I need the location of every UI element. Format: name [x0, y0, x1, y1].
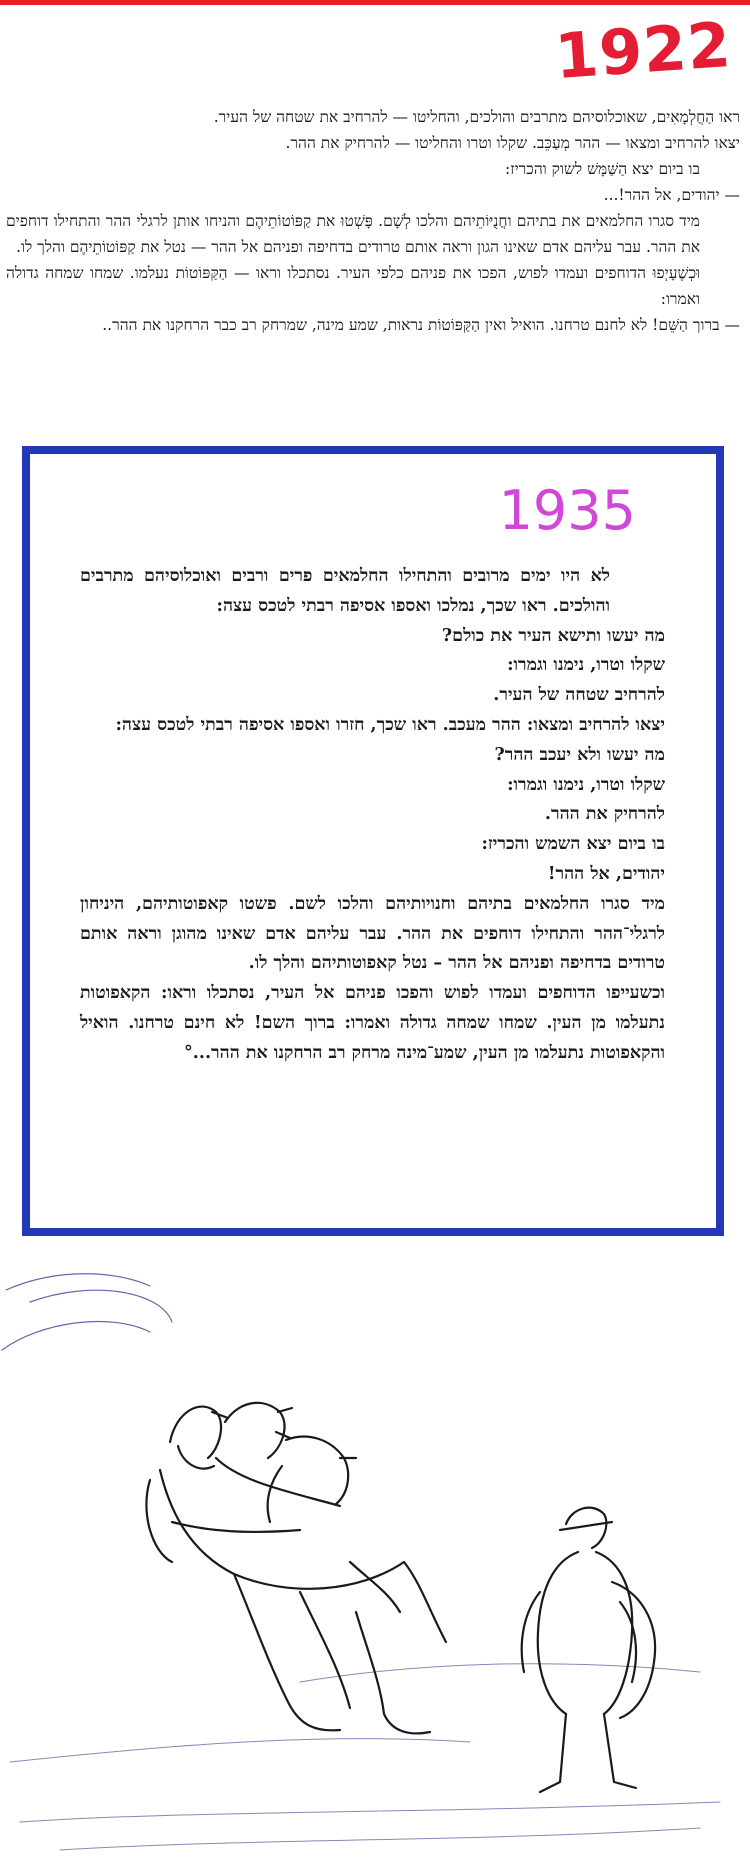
paragraph: יהודים, אל ההר! [547, 863, 665, 884]
paragraph: וּכְשֶׁעָיְפוּ הדוחפים ועמדו לפוש, הפכו את פניהם כלפי העיר. נסתכלו וראו — הַקַּפּוֹטוֹת נעלמו. שמחו שמחה גדולה ואמרו: [6, 264, 700, 308]
year-1922-heading: 1922 [553, 7, 735, 94]
thief-figure [522, 1508, 655, 1792]
paragraph: להרחיק את ההר. [544, 804, 665, 825]
paragraph: יצאו להרחיב ומצאו — ההר מְעַכֵּב. שקלו וטרו והחליטו — להרחיק את ההר. [285, 134, 740, 152]
paragraph: בו ביום יצא השמש והכריז: [481, 834, 665, 855]
text-1935 [80, 562, 665, 1069]
paragraph: בו ביום יצא הַשַּׁמָּשׁ לשוק והכריז: [505, 160, 700, 178]
ground-lines [10, 1664, 720, 1850]
paragraph: להרחיב שטחה של העיר. [493, 685, 665, 706]
paragraph: לא היו ימים מרובים והתחילו החלמאים פרים ורבים ואוכלוסיהם מתרבים והולכים. ראו שכך, נמלכו ואספו אסיפה רבתי לטכס עצה: [80, 566, 610, 616]
paragraph: מיד סגרו החלמאים בתיהם וחנויותיהם והלכו לשם. פשטו קאפוטותיהם, היניחון לרגלי־ההר והתחילו דוחפים את ההר. עבר עליהם אדם שאינו מהוגן וראה אותם טרודים בדחיפה ופניהם אל ההר – נטל קאפוטותיהם והלך לו. [80, 893, 665, 974]
paragraph: יצאו להרחיב ומצאו: ההר מעכב. ראו שכך, חזרו ואספו אסיפה רבתי לטכס עצה: [115, 714, 665, 735]
text-box-1935 [22, 446, 724, 1236]
sketch-illustration [0, 1262, 750, 1862]
paragraph: שקלו וטרו, נימנו וגמרו: [507, 774, 665, 795]
paragraph: שקלו וטרו, נימנו וגמרו: [507, 655, 665, 676]
text-1922 [6, 104, 740, 338]
paragraph: — יהודים, אל ההר!... [603, 186, 740, 204]
paragraph: מה יעשו ותישא העיר את כולם? [441, 625, 665, 646]
paragraph: וכשעייפו הדוחפים ועמדו לפוש והפכו פניהם אל העיר, נסתכלו וראו: הקאפוטות נתעלמו מן העין. שמחו שמחה גדולה ואמרו: ברוך השם! לא חינם טרחנו. הואיל והקאפוטות נתעלמו מן העין, שמע־מינה מרחק רב הרחקנו את ההר...° [80, 983, 665, 1063]
pushing-figures [146, 1403, 446, 1734]
paragraph: — ברוך הַשֵּׁם! לא לחנם טרחנו. הואיל ואין הַקַּפּוֹטוֹת נראות, שמע מינה, שמרחק רב כבר הרחקנו את ההר.. [102, 316, 740, 334]
mountain-slope [2, 1274, 172, 1350]
paragraph: מה יעשו ולא יעכב ההר? [494, 744, 665, 765]
paragraph: ראו הַחֲלְמָאִים, שאוכלוסיהם מתרבים והולכים, והחליטו — להרחיב את שטחה של העיר. [213, 108, 740, 126]
year-1935-heading: 1935 [498, 479, 636, 542]
paragraph: מיד סגרו החלמאים את בתיהם וחֲנֻיּוֹתֵיהם והלכו לְשָׁם. פָּשְׁטוּ את קַפּוֹטוֹתֵיהֶם והניחו אותן לרגלי ההר והתחילו דוחפים את ההר. עבר עליהם אדם שאינו הגון וראה אותם טרודים בדחיפה ופניהם אל ההר — נטל את קַפּוֹטוֹתֵיהֶם והלך לו. [6, 212, 700, 256]
top-red-rule [0, 0, 750, 5]
